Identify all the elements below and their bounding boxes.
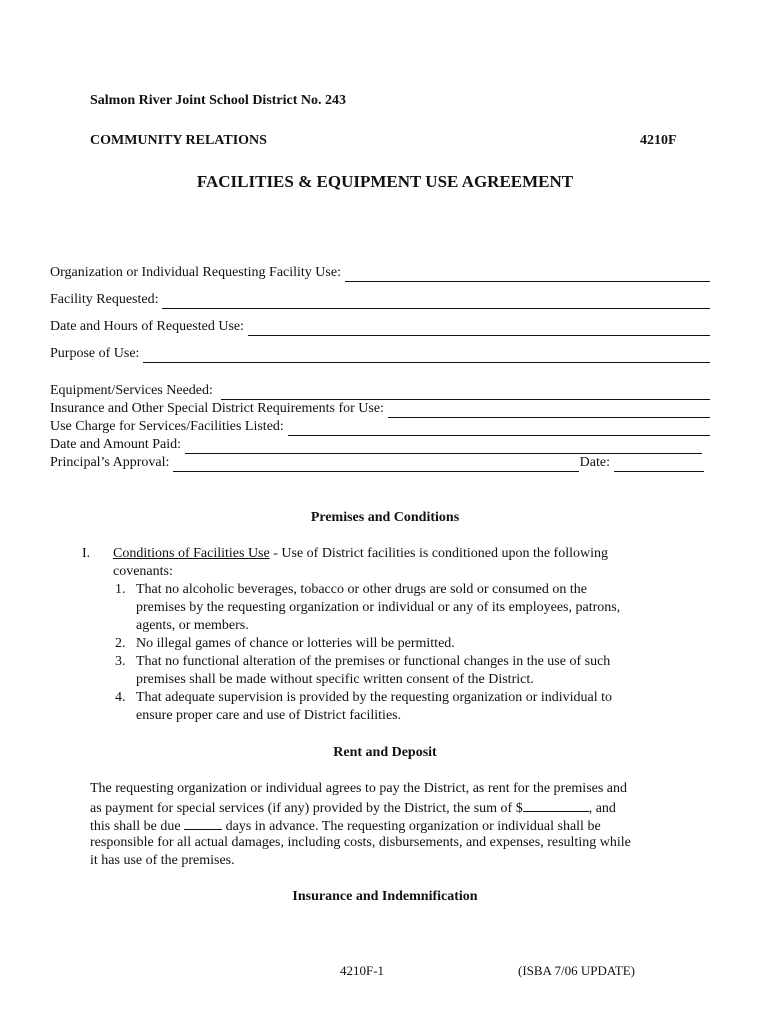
rent-amount-blank[interactable] [523,798,589,812]
section-name: COMMUNITY RELATIONS [90,133,267,148]
use-charge-label: Use Charge for Services/Facilities Listed: [50,419,284,434]
use-charge-field [50,418,710,436]
document-title: FACILITIES & EQUIPMENT USE AGREEMENT [196,172,574,191]
date-amount-label: Date and Amount Paid: [50,437,182,452]
condition-line: That adequate supervision is provided by the requesting organization or individual to [136,690,613,705]
date-amount-input-line[interactable] [185,439,702,454]
rent-due-suffix: days in advance. The requesting organization or individual shall be [225,819,601,834]
insurance-heading: Insurance and Indemnification [292,889,478,904]
insurance-input-line[interactable] [388,403,710,418]
organization-field [50,264,710,282]
purpose-field [50,345,710,363]
update-note: (ISBA 7/06 UPDATE) [518,963,636,978]
purpose-label: Purpose of Use: [50,346,140,361]
principal-input-line[interactable] [173,457,578,472]
rent-line: The requesting organization or individual agrees to pay the District, as rent for the premises and [90,781,628,796]
facility-field [50,291,710,309]
rent-line: it has use of the premises. [90,853,235,868]
conditions-intro-cont: covenants: [113,564,173,579]
use-charge-input-line[interactable] [288,421,710,436]
rent-line [90,798,616,818]
insurance-field [50,400,710,418]
condition-number: 4. [115,690,126,705]
condition-line: agents, or members. [136,618,249,633]
principal-label: Principal’s Approval: [50,455,170,470]
condition-line: premises shall be made without specific written consent of the District. [136,672,534,687]
insurance-label: Insurance and Other Special District Requirements for Use: [50,401,384,416]
section-roman-numeral: I. [82,546,91,561]
approval-date-label: Date: [579,455,610,470]
date-hours-input-line[interactable] [248,321,710,336]
facility-label: Facility Requested: [50,292,159,307]
rent-sum-suffix: , and [588,801,616,816]
days-in-advance-blank[interactable] [184,816,222,830]
district-name: Salmon River Joint School District No. 243 [90,93,347,108]
page-number: 4210F-1 [340,963,385,978]
conditions-intro [113,545,608,563]
date-hours-field [50,318,710,336]
rent-line [90,816,601,836]
conditions-intro-text: - Use of District facilities is conditioned upon the following [269,546,608,561]
condition-line: ensure proper care and use of District facilities. [136,708,402,723]
rent-heading: Rent and Deposit [333,745,437,760]
rent-due-text: this shall be due [90,819,181,834]
equipment-field [50,382,710,400]
condition-number: 3. [115,654,126,669]
date-amount-field [50,436,702,454]
condition-line: No illegal games of chance or lotteries will be permitted. [136,636,455,651]
equipment-label: Equipment/Services Needed: [50,383,213,398]
principal-field [50,454,704,472]
rent-sum-text: as payment for special services (if any) provided by the District, the sum of $ [90,801,523,816]
policy-code: 4210F [640,133,677,148]
premises-heading: Premises and Conditions [310,510,460,525]
facility-input-line[interactable] [162,294,710,309]
condition-number: 1. [115,582,126,597]
conditions-title: Conditions of Facilities Use [113,546,270,561]
rent-line: responsible for all actual damages, including costs, disbursements, and expenses, resulting while [90,835,631,850]
condition-line: That no alcoholic beverages, tobacco or other drugs are sold or consumed on the [136,582,587,597]
approval-date-input-line[interactable] [614,457,704,472]
date-hours-label: Date and Hours of Requested Use: [50,319,245,334]
condition-line: That no functional alteration of the premises or functional changes in the use of such [136,654,611,669]
purpose-input-line[interactable] [143,348,710,363]
organization-label: Organization or Individual Requesting Facility Use: [50,265,341,280]
condition-number: 2. [115,636,126,651]
organization-input-line[interactable] [345,267,710,282]
condition-line: premises by the requesting organization or individual or any of its employees, patrons, [136,600,621,615]
equipment-input-line[interactable] [221,385,710,400]
